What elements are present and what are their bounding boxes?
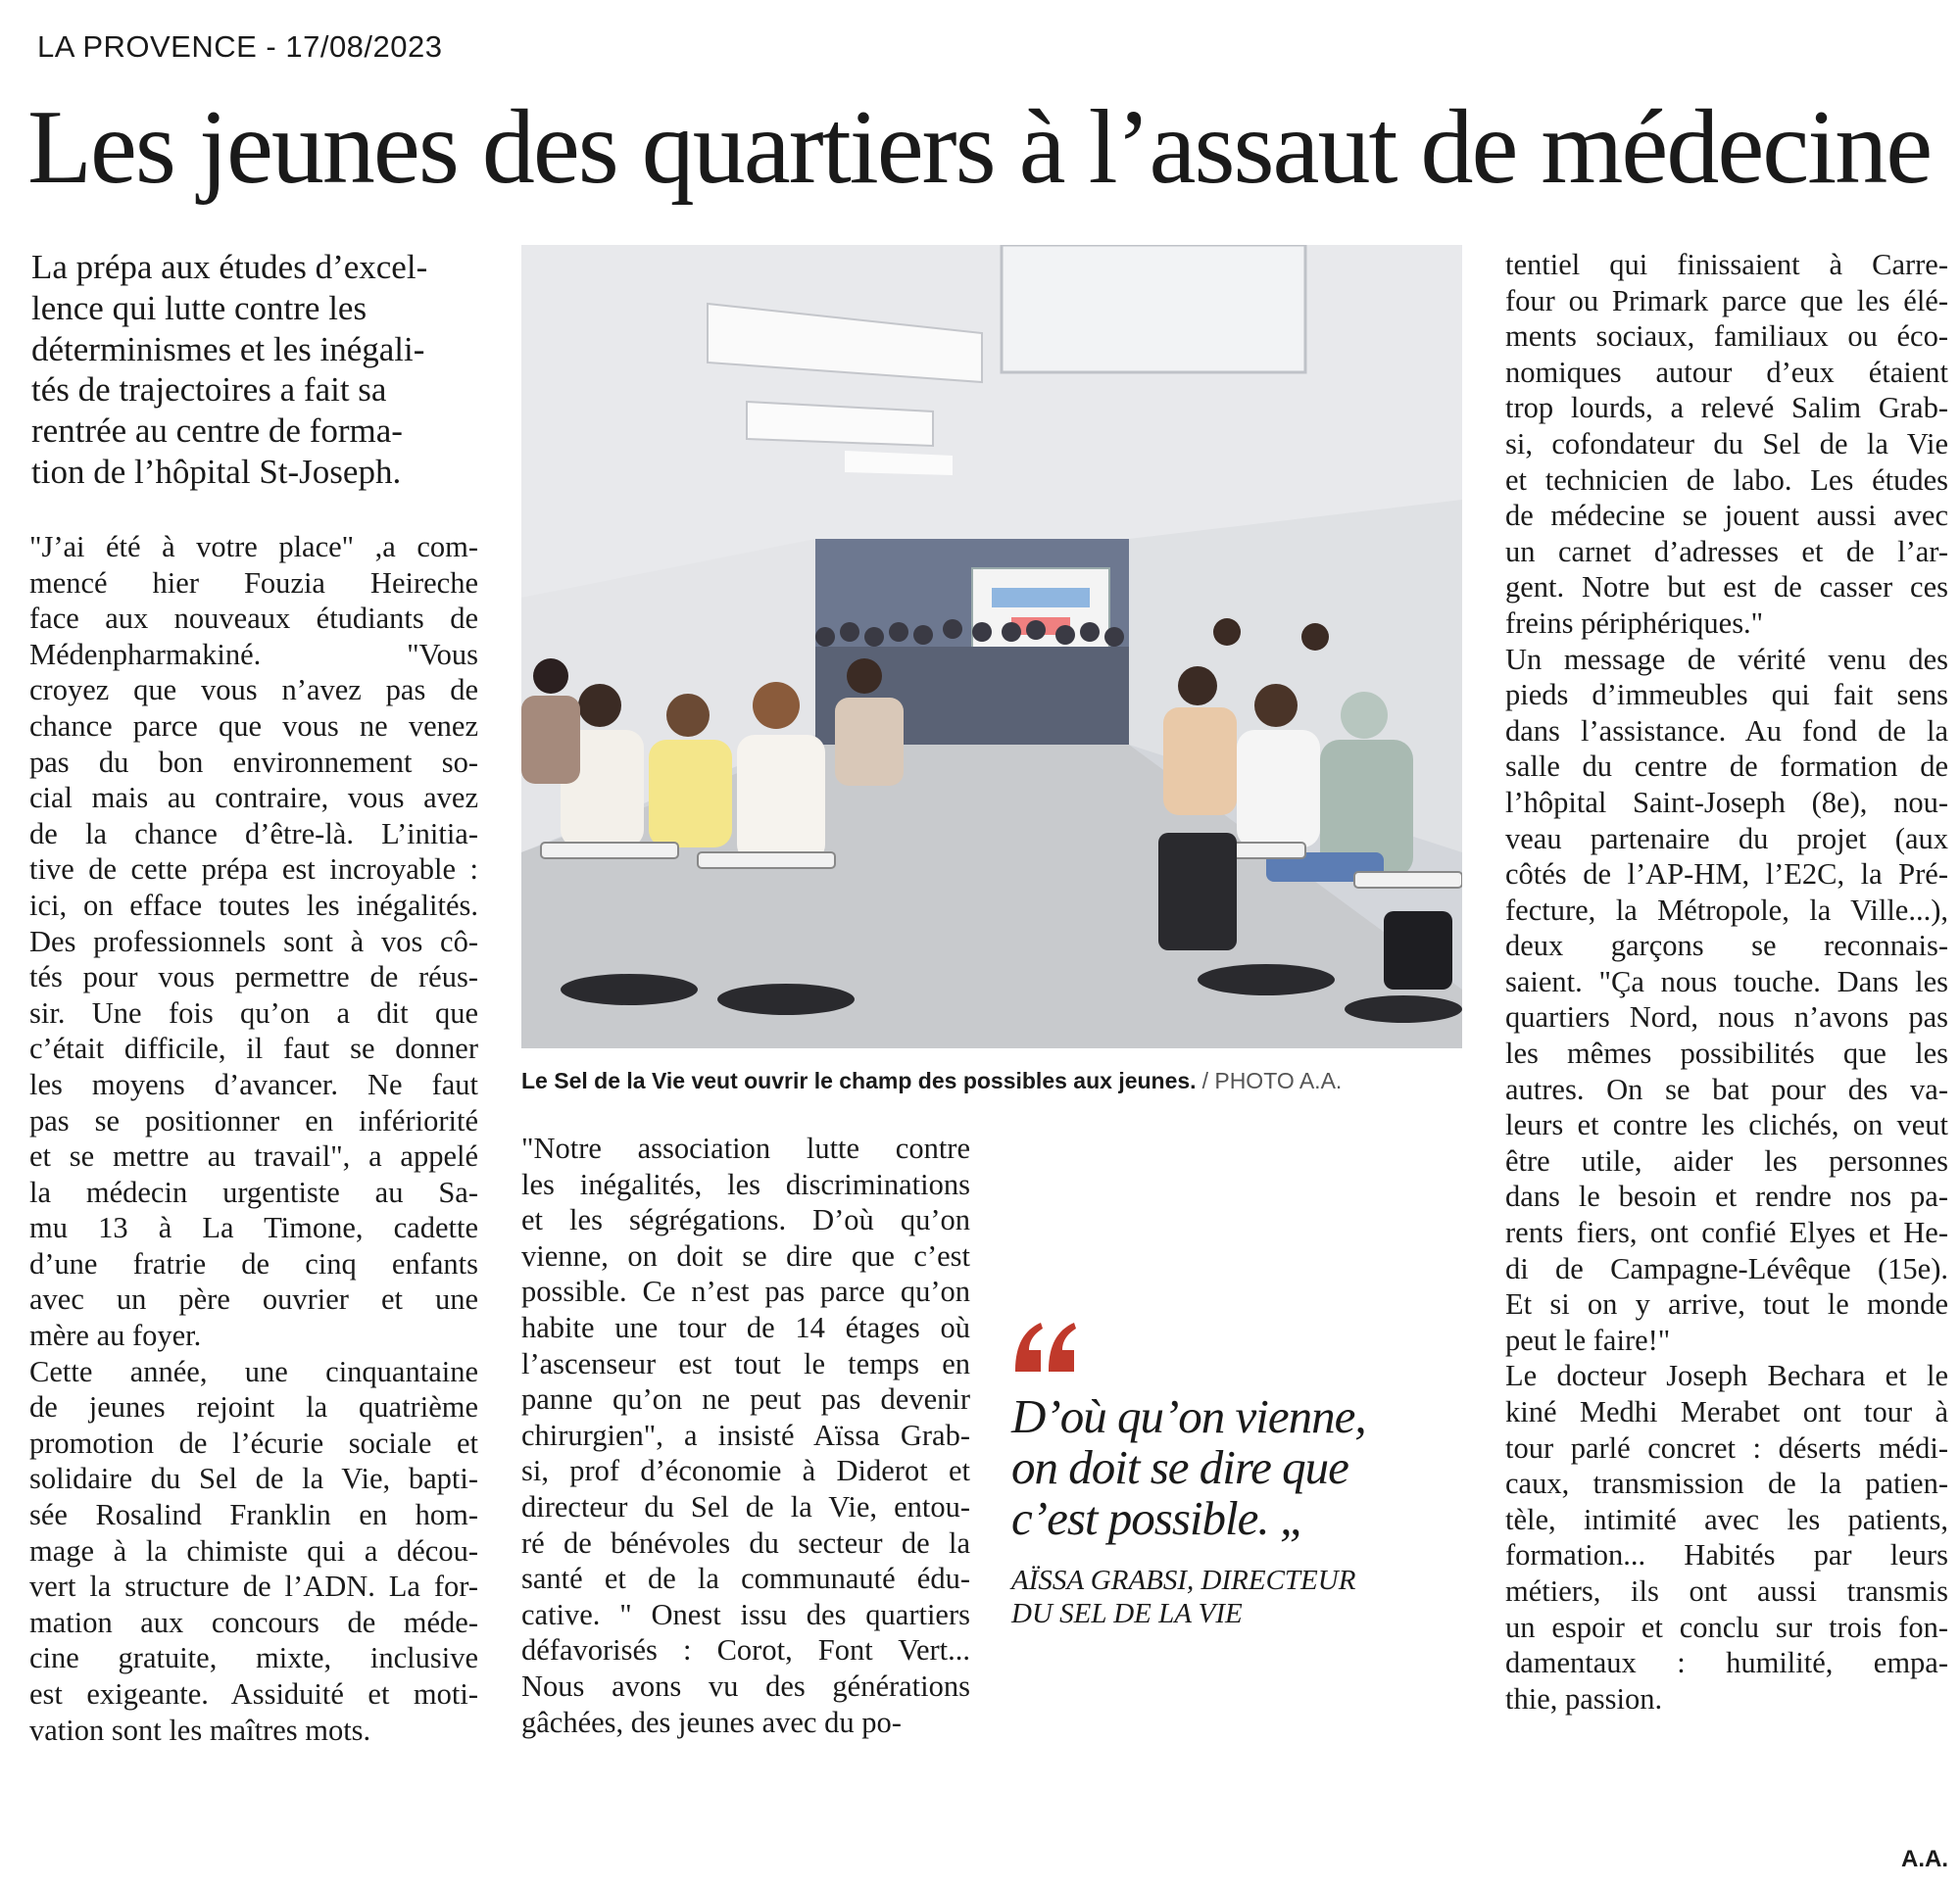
col1-line: Des professionnels sont à vos cô- <box>29 924 478 958</box>
chapo-line: tés de trajectoires a fait sa <box>31 370 387 410</box>
col3-line: deux garçons se reconnais- <box>1505 929 1948 963</box>
col3-line: peut le faire!" <box>1505 1323 1671 1357</box>
col1-line: face aux nouveaux étudiants de <box>29 602 478 636</box>
col3-line: dans l’assistance. Au fond de la <box>1505 713 1948 748</box>
col3-line: formation... Habités par leurs <box>1505 1538 1948 1572</box>
col1-line: vation sont les maîtres mots. <box>29 1713 371 1747</box>
col3-line: veau partenaire du projet (aux <box>1505 821 1948 855</box>
col3-line: Et si on y arrive, tout le monde <box>1505 1287 1948 1322</box>
col3-line: être utile, aider les personnes <box>1505 1143 1948 1178</box>
col1-line: solidaire du Sel de la Vie, bapti- <box>29 1462 478 1496</box>
col3-line: four ou Primark parce que les élé- <box>1505 283 1948 317</box>
col3-line: damentaux : humilité, empa- <box>1505 1646 1948 1680</box>
pull-quote <box>1011 1391 1423 1544</box>
col2-line: "Notre association lutte contre <box>521 1132 970 1165</box>
col3-line: autres. On se bat pour des va- <box>1505 1072 1948 1106</box>
pull-quote-line: c’est possible. „ <box>1011 1491 1306 1545</box>
col2-line: directeur du Sel de la Vie, entou- <box>521 1489 970 1524</box>
col1-line: sir. Une fois qu’on a dit que <box>29 995 478 1030</box>
article-column-1 <box>29 529 478 1748</box>
col2-line: ré de bénévoles du secteur de la <box>521 1525 970 1560</box>
col2-line: chirurgien", a insisté Aïssa Grab- <box>521 1418 970 1452</box>
col2-line: panne qu’on ne peut pas devenir <box>521 1382 970 1417</box>
col1-line: c’était difficile, il faut se donner <box>29 1032 478 1066</box>
pull-quote-line: on doit se dire que <box>1011 1440 1348 1494</box>
col3-line: dans le besoin et rendre nos pa- <box>1505 1180 1948 1214</box>
pull-quote-attribution <box>1011 1564 1443 1630</box>
col3-line: di de Campagne-Lévêque (15e). <box>1505 1251 1948 1285</box>
caption-text: Le Sel de la Vie veut ouvrir le champ des possibles aux jeunes. <box>521 1068 1197 1093</box>
col1-line: mation aux concours de méde- <box>29 1605 478 1639</box>
col3-line: ments sociaux, familiaux ou éco- <box>1505 319 1948 354</box>
col3-line: thie, passion. <box>1505 1681 1663 1716</box>
col3-line: rents fiers, ont confié Elyes et He- <box>1505 1216 1948 1250</box>
col3-line: quartiers Nord, nous n’avons pas <box>1505 1000 1948 1035</box>
col3-line: et technicien de labo. Les études <box>1505 462 1948 497</box>
col1-line: mencé hier Fouzia Heireche <box>29 565 478 600</box>
col1-line: tive de cette prépa est incroyable : <box>29 852 478 887</box>
col1-line: d’une fratrie de cinq enfants <box>29 1246 478 1281</box>
col1-line: Cette année, une cinquantaine <box>29 1354 478 1388</box>
col3-line: gent. Notre but est de casser ces <box>1505 570 1948 605</box>
attribution-line: AÏSSA GRABSI, DIRECTEUR <box>1011 1565 1356 1596</box>
col2-line: et les ségrégations. D’où qu’on <box>521 1203 970 1237</box>
col3-line: de médecine se jouent aussi avec <box>1505 499 1948 533</box>
col1-line: pas du bon environnement so- <box>29 745 478 779</box>
col2-line: si, prof d’économie à Diderot et <box>521 1454 970 1488</box>
col1-line: sée Rosalind Franklin en hom- <box>29 1498 478 1532</box>
source-line: LA PROVENCE - 17/08/2023 <box>37 29 443 64</box>
quote-mark-icon <box>1011 1317 1080 1376</box>
col3-line: saient. "Ça nous touche. Dans les <box>1505 964 1948 998</box>
headline: Les jeunes des quartiers à l’assaut de médecine <box>27 89 1932 206</box>
col1-line: croyez que vous n’avez pas de <box>29 673 478 707</box>
col1-line: chance parce que vous ne venez <box>29 708 478 743</box>
col3-line: tour parlé concret : déserts médi- <box>1505 1430 1948 1465</box>
col2-line: vienne, on doit se dire que c’est <box>521 1238 970 1273</box>
col1-line: cial mais au contraire, vous avez <box>29 781 478 815</box>
photo-caption <box>521 1068 1462 1094</box>
col3-line: les mêmes possibilités que les <box>1505 1037 1948 1071</box>
col3-line: nomiques autour d’eux étaient <box>1505 355 1948 389</box>
col1-line: promotion de l’écurie sociale et <box>29 1426 478 1460</box>
col2-line: cative. " Onest issu des quartiers <box>521 1597 970 1631</box>
article-column-3 <box>1505 247 1948 1717</box>
col3-line: kiné Medhi Merabet ont tour à <box>1505 1395 1948 1428</box>
col1-line: vert la structure de l’ADN. La for- <box>29 1570 478 1604</box>
col3-line: freins périphériques." <box>1505 605 1764 640</box>
col3-line: l’hôpital Saint-Joseph (8e), nou- <box>1505 785 1948 819</box>
col1-line: les moyens d’avancer. Ne faut <box>29 1067 478 1101</box>
col1-line: avec un père ouvrier et une <box>29 1282 478 1317</box>
col3-line: salle du centre de formation de <box>1505 750 1948 784</box>
col3-line: caux, transmission de la patien- <box>1505 1467 1948 1501</box>
col1-line: mage à la chimiste qui a décou- <box>29 1533 478 1568</box>
col1-line: tés pour vous permettre de réus- <box>29 960 478 994</box>
col3-line: pieds d’immeubles qui fait sens <box>1505 678 1948 712</box>
chapo <box>31 247 486 493</box>
col2-line: gâchées, des jeunes avec du po- <box>521 1705 902 1739</box>
chapo-line: rentrée au centre de forma- <box>31 411 403 451</box>
chapo-line: déterminismes et les inégali- <box>31 329 425 368</box>
author-signature: A.A. <box>1901 1846 1948 1872</box>
col3-line: tentiel qui finissaient à Carre- <box>1505 248 1948 281</box>
chapo-line: La prépa aux études d’excel- <box>31 248 428 286</box>
col3-line: tèle, intimité avec les patients, <box>1505 1502 1948 1536</box>
col2-line: l’ascenseur est tout le temps en <box>521 1346 970 1380</box>
col3-line: métiers, ils ont aussi transmis <box>1505 1573 1948 1608</box>
col1-line: la médecin urgentiste au Sa- <box>29 1175 478 1209</box>
col1-line: cine gratuite, mixte, inclusive <box>29 1641 478 1675</box>
col3-line: Un message de vérité venu des <box>1505 642 1948 676</box>
col1-line: mu 13 à La Timone, cadette <box>29 1211 478 1245</box>
col1-line: est exigeante. Assiduité et moti- <box>29 1677 478 1711</box>
col3-line: leurs et contre les clichés, on veut <box>1505 1108 1948 1142</box>
col3-line: Le docteur Joseph Bechara et le <box>1505 1359 1948 1393</box>
classroom-photo-illustration <box>521 245 1462 1048</box>
col2-line: habite une tour de 14 étages où <box>521 1310 970 1344</box>
attribution-line: DU SEL DE LA VIE <box>1011 1598 1243 1629</box>
chapo-line: tion de l’hôpital St-Joseph. <box>31 452 402 491</box>
chapo-line: lence qui lutte contre les <box>31 288 368 327</box>
col1-line: de la chance d’être-là. L’initia- <box>29 816 478 850</box>
col3-line: si, cofondateur du Sel de la Vie <box>1505 426 1948 460</box>
photo-credit: / PHOTO A.A. <box>1201 1068 1343 1093</box>
col2-line: possible. Ce n’est pas parce qu’on <box>521 1275 970 1309</box>
col1-line: et se mettre au travail", a appelé <box>29 1139 478 1174</box>
col3-line: trop lourds, a relevé Salim Grab- <box>1505 391 1948 425</box>
col1-line: de jeunes rejoint la quatrième <box>29 1390 478 1425</box>
col1-line: Médenpharmakiné. "Vous <box>29 637 478 671</box>
col2-line: défavorisés : Corot, Font Vert... <box>521 1633 970 1668</box>
col3-line: côtés de l’AP-HM, l’E2C, la Pré- <box>1505 857 1948 892</box>
col1-line: pas se positionner en infériorité <box>29 1103 478 1137</box>
col2-line: les inégalités, les discriminations <box>521 1167 970 1201</box>
col2-line: santé et de la communauté édu- <box>521 1562 970 1596</box>
article-photo <box>521 245 1462 1048</box>
col3-line: un carnet d’adresses et de l’ar- <box>1505 534 1948 568</box>
col3-line: un espoir et conclu sur trois fon- <box>1505 1610 1948 1644</box>
col2-line: Nous avons vu des générations <box>521 1669 970 1703</box>
article-column-2 <box>521 1131 970 1740</box>
col1-line: mère au foyer. <box>29 1319 202 1353</box>
pull-quote-line: D’où qu’on vienne, <box>1011 1389 1366 1443</box>
col1-line: ici, on efface toutes les inégalités. <box>29 888 478 922</box>
col1-line: "J’ai été à votre place" ,a com- <box>29 530 478 563</box>
col3-line: fecture, la Métropole, la Ville...), <box>1505 893 1948 927</box>
